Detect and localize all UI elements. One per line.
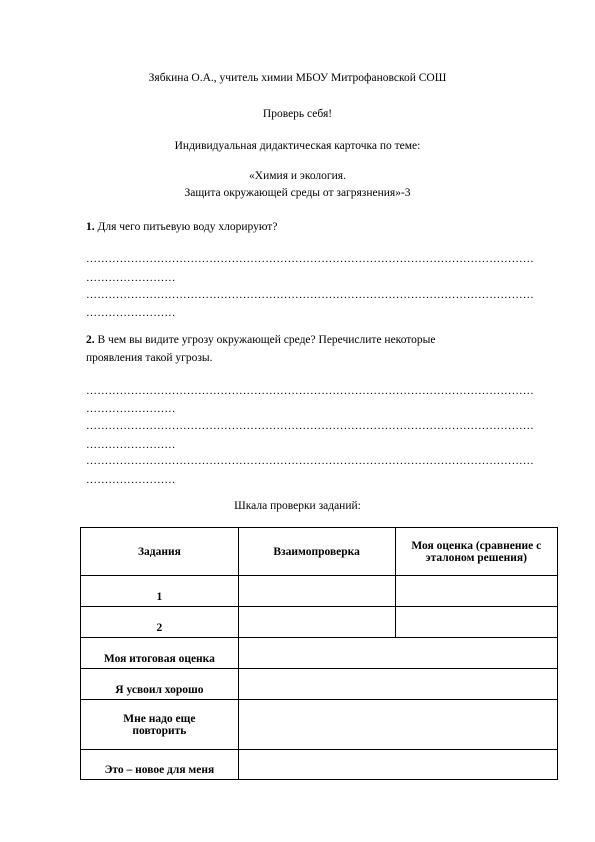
question-2-text-line-1: В чем вы видите угрозу окружающей среде? Перечислите некоторые: [94, 334, 436, 346]
table-row: [81, 700, 558, 750]
check-yourself-heading: Проверь себя!: [262, 108, 333, 120]
answer-1-line-1[interactable]: …………………………………………………………………………………………………………: [86, 253, 534, 265]
grading-table: [80, 527, 558, 780]
need-repeat-cell[interactable]: [238, 700, 557, 750]
scale-title: Шкала проверки заданий:: [234, 500, 361, 512]
task-2-grade-cell[interactable]: [395, 607, 557, 638]
question-2: [86, 334, 436, 346]
author-line: Зябкина О.А., учитель химии МБОУ Митрофановской СОШ: [148, 72, 447, 84]
header-my-grade: Моя оценка (сравнение с эталоном решения): [395, 528, 557, 576]
task-1-grade-cell[interactable]: [395, 576, 557, 607]
topic-line-2: Защита окружающей среды от загрязнения»-3: [184, 187, 411, 199]
table-row: [81, 669, 558, 700]
question-2-text-line-2: проявления такой угрозы.: [86, 352, 213, 364]
card-title: Индивидуальная дидактическая карточка по теме:: [174, 140, 421, 152]
table-header-row: [81, 528, 558, 576]
answer-2-line-1[interactable]: …………………………………………………………………………………………………………: [86, 385, 534, 397]
answer-2-line-6[interactable]: ……………………: [86, 474, 176, 486]
table-row: [81, 607, 558, 638]
topic-line-1: «Химия и экология.: [249, 170, 346, 182]
question-1: [86, 221, 277, 233]
question-2-number: 2.: [86, 334, 95, 346]
task-1-cell: 1: [81, 576, 239, 607]
new-for-me-cell[interactable]: [238, 750, 557, 780]
final-grade-label: Моя итоговая оценка: [81, 638, 239, 669]
table-row: [81, 576, 558, 607]
task-1-peer-cell[interactable]: [238, 576, 395, 607]
answer-2-line-5[interactable]: …………………………………………………………………………………………………………: [86, 455, 534, 467]
table-row: [81, 638, 558, 669]
answer-1-line-3[interactable]: …………………………………………………………………………………………………………: [86, 289, 534, 301]
table-row: [81, 750, 558, 780]
answer-2-line-3[interactable]: …………………………………………………………………………………………………………: [86, 420, 534, 432]
new-for-me-label: Это – новое для меня: [81, 750, 239, 780]
learned-well-label: Я усвоил хорошо: [81, 669, 239, 700]
answer-1-line-2[interactable]: ……………………: [86, 272, 176, 284]
header-peer-review: Взаимопроверка: [238, 528, 395, 576]
answer-1-line-4[interactable]: ……………………: [86, 307, 176, 319]
task-2-peer-cell[interactable]: [238, 607, 395, 638]
final-grade-cell[interactable]: [238, 638, 557, 669]
need-repeat-label: Мне надо еще повторить: [81, 700, 239, 750]
answer-2-line-4[interactable]: ……………………: [86, 439, 176, 451]
question-1-number: 1.: [86, 221, 95, 233]
header-tasks: Задания: [81, 528, 239, 576]
task-2-cell: 2: [81, 607, 239, 638]
answer-2-line-2[interactable]: ……………………: [86, 403, 176, 415]
question-1-text: Для чего питьевую воду хлорируют?: [94, 221, 278, 233]
learned-well-cell[interactable]: [238, 669, 557, 700]
